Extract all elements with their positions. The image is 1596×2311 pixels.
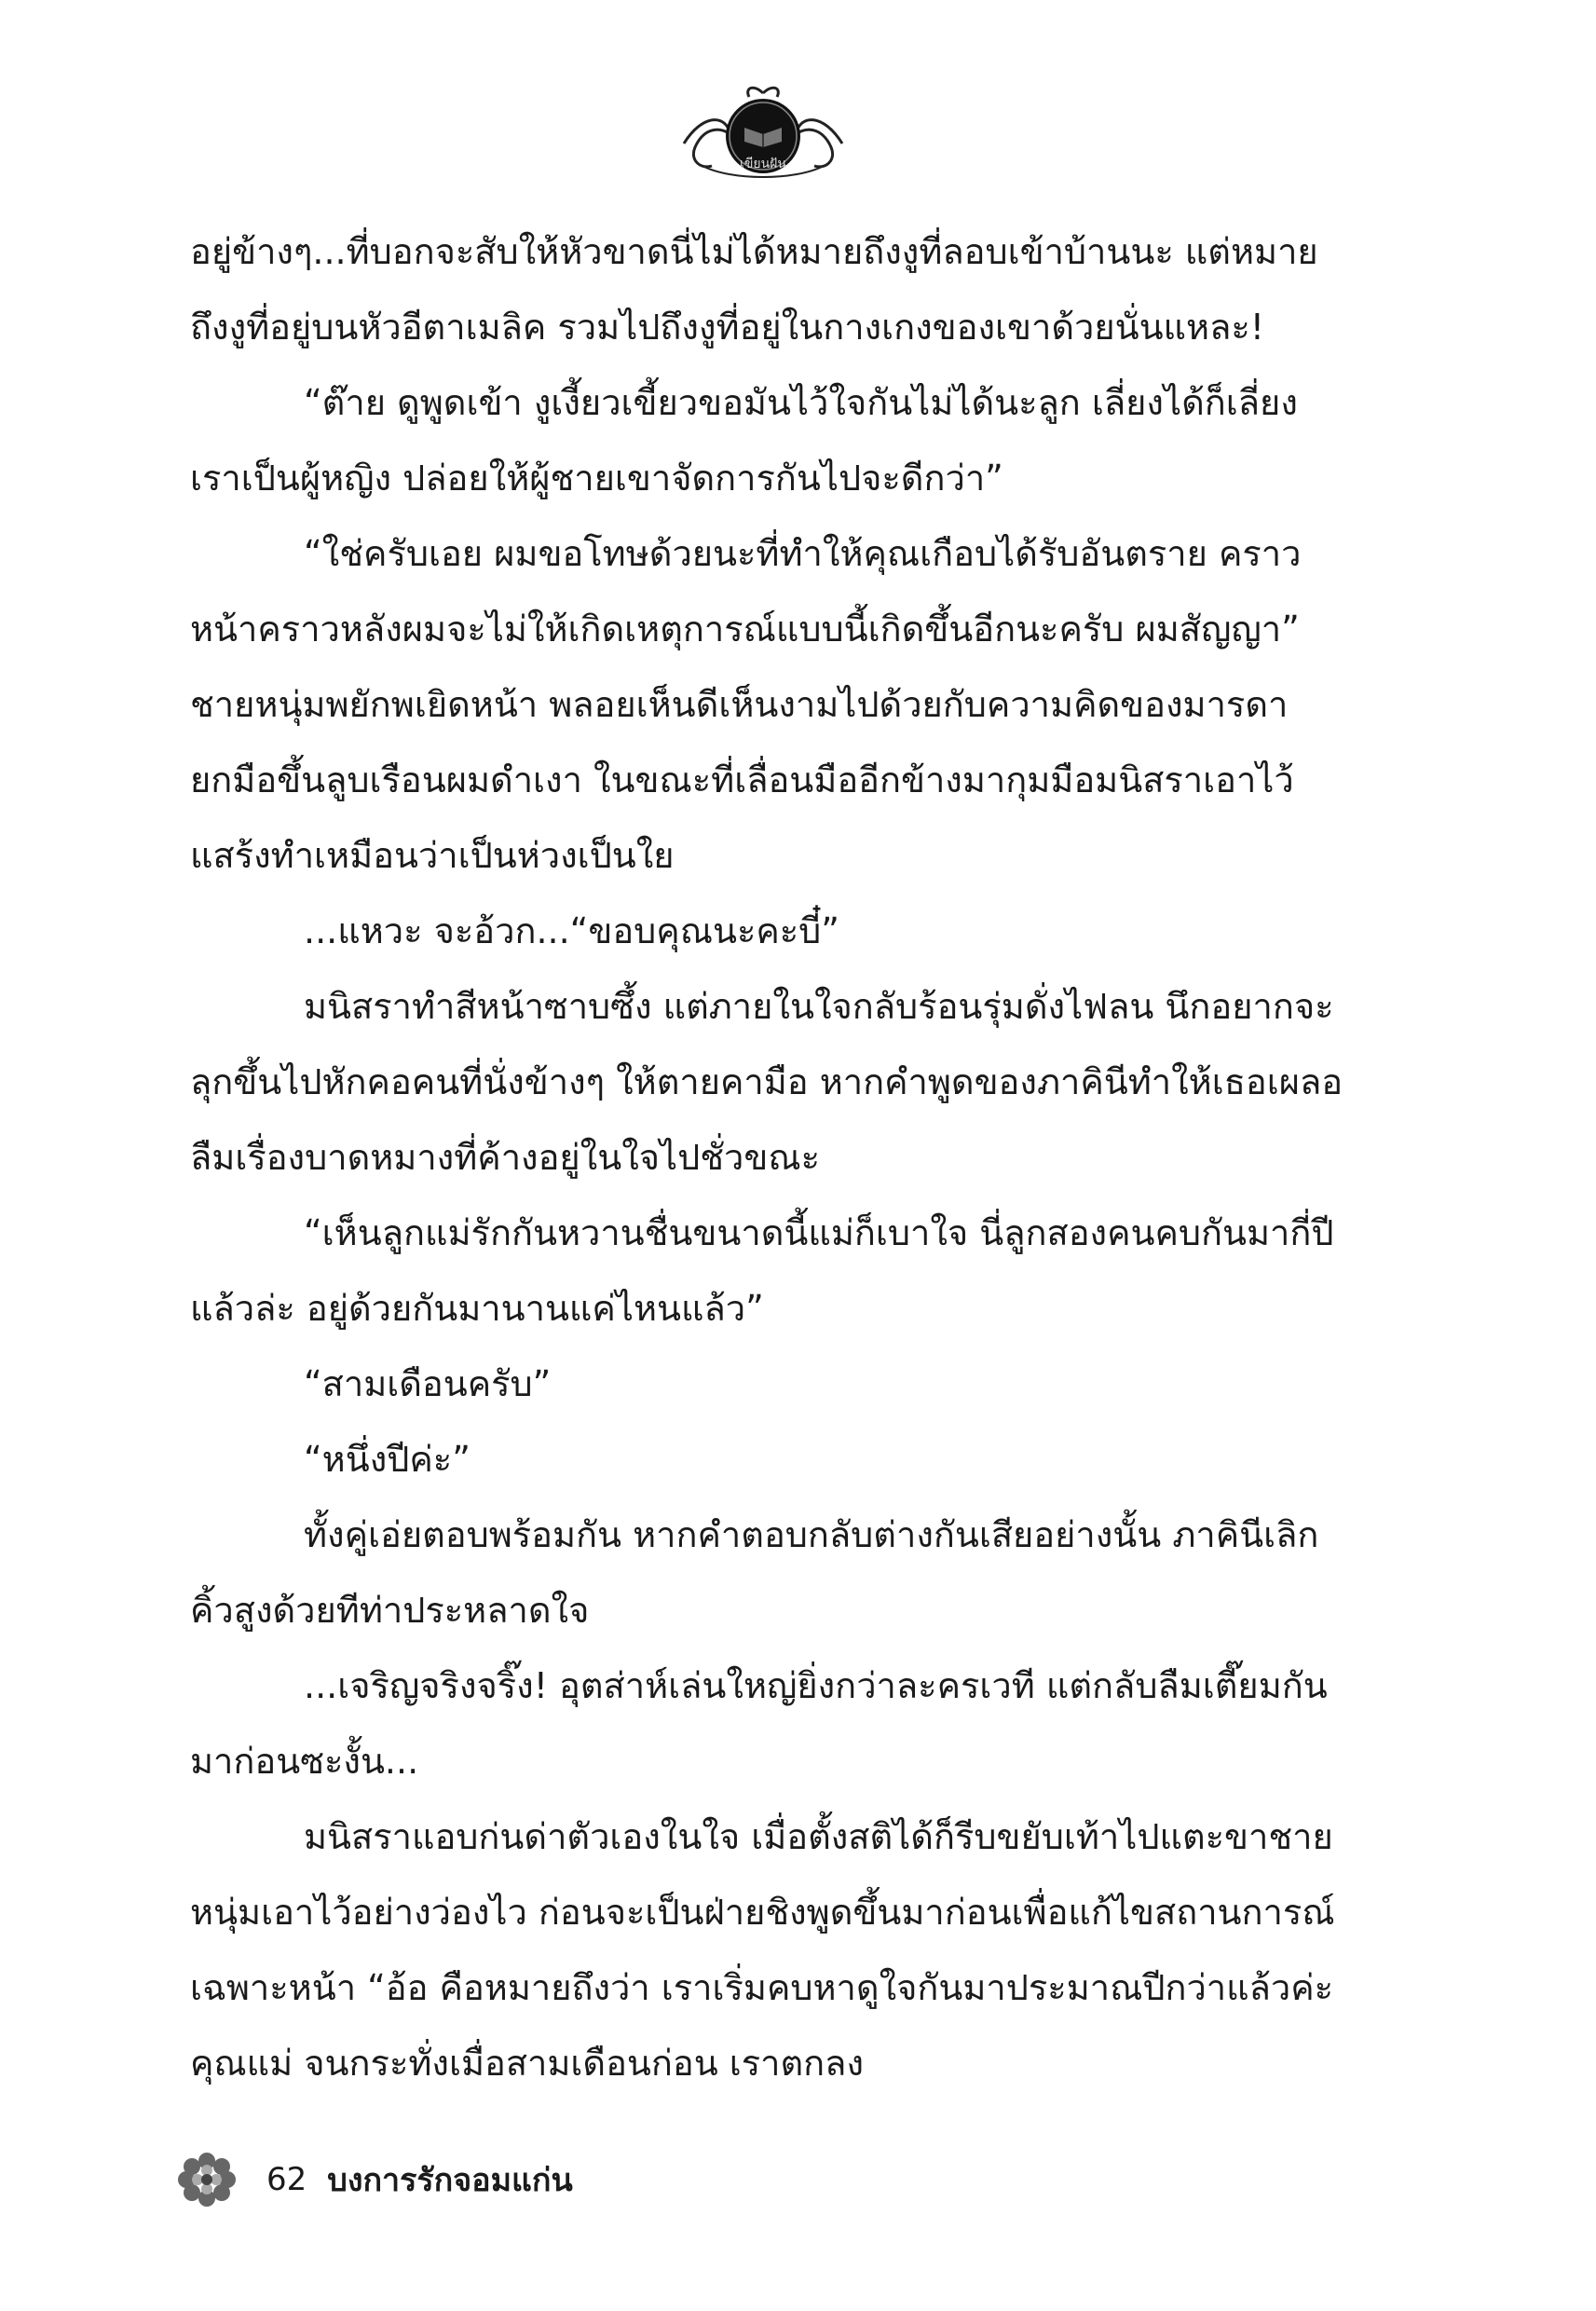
paragraph: “เห็นลูกแม่รักกันหวานชื่นขนาดนี้แม่ก็เบาใจ นี่ลูกสองคนคบกันมากี่ปีแล้วล่ะ อยู่ด้วยกันมานานแค่ไหนแล้ว” <box>190 1212 1334 1329</box>
paragraph: ...แหวะ จะอ้วก...“ขอบคุณนะคะบี๋” <box>304 910 839 951</box>
paragraph: “ต๊าย ดูพูดเข้า งูเงี้ยวเขี้ยวขอมันไว้ใจกันไม่ได้นะลูก เลี่ยงได้ก็เลี่ยง เราเป็นผู้หญิง ปล่อยให้ผู้ชายเขาจัดการกันไปจะดีกว่า” <box>190 382 1298 499</box>
page-footer <box>175 2147 573 2212</box>
paragraph: “ใช่ครับเอย ผมขอโทษด้วยนะที่ทำให้คุณเกือบได้รับอันตราย คราวหน้าคราวหลังผมจะไม่ให้เกิดเหตุการณ์แบบนี้เกิดขึ้นอีกนะครับ ผมสัญญา” ชายหนุ่มพยักพเยิดหน้า พลอยเห็นดีเห็นงามไปด้วยกับความคิดของมารดา ยกมือขึ้นลูบเรือนผมดำเงา ในขณะที่เลื่อนมืออีกข้างมากุมมือมนิสราเอาไว้ แสร้งทำเหมือนว่าเป็นห่วงเป็นใย <box>190 533 1302 876</box>
crest-emblem-icon <box>675 76 852 188</box>
paragraph: อยู่ข้างๆ...ที่บอกจะสับให้หัวขาดนี่ไม่ได้หมายถึงงูที่ลอบเข้าบ้านนะ แต่หมายถึงงูที่อยู่บนหัวอีตาเมลิค รวมไปถึงงูที่อยู่ในกางเกงของเขาด้วยนั่นแหละ! <box>190 231 1318 348</box>
book-title: บงการรักจอมแก่น <box>327 2162 573 2199</box>
body-text <box>190 214 1347 2101</box>
paragraph: ทั้งคู่เอ่ยตอบพร้อมกัน หากคำตอบกลับต่างกันเสียอย่างนั้น ภาคินีเลิกคิ้วสูงด้วยทีท่าประหลาดใจ <box>190 1514 1319 1631</box>
page-number: 62 <box>266 2161 307 2198</box>
flower-ornament-icon <box>175 2148 239 2211</box>
paragraph: มนิสราทำสีหน้าซาบซึ้ง แต่ภายในใจกลับร้อนรุ่มดั่งไฟลน นึกอยากจะลุกขึ้นไปหักคอคนที่นั่งข้างๆ ให้ตายคามือ หากคำพูดของภาคินีทำให้เธอเผลอลืมเรื่องบาดหมางที่ค้างอยู่ในใจไปชั่วขณะ <box>190 986 1344 1178</box>
emblem-label: เขียนฝัน <box>740 157 786 171</box>
paragraph: มนิสราแอบก่นด่าตัวเองในใจ เมื่อตั้งสติได้ก็รีบขยับเท้าไปแตะขาชายหนุ่มเอาไว้อย่างว่องไว ก่อนจะเป็นฝ่ายชิงพูดขึ้นมาก่อนเพื่อแก้ไขสถานการณ์เฉพาะหน้า “อ้อ คือหมายถึงว่า เราเริ่มคบหาดูใจกันมาประมาณปีกว่าแล้วค่ะคุณแม่ จนกระทั่งเมื่อสามเดือนก่อน เราตกลง <box>190 1816 1335 2084</box>
paragraph: ...เจริญจริงจริ๊ง! อุตส่าห์เล่นใหญ่ยิ่งกว่าละครเวที แต่กลับลืมเตี๊ยมกันมาก่อนซะงั้น... <box>190 1665 1328 1782</box>
paragraph: “หนึ่งปีค่ะ” <box>304 1439 471 1480</box>
paragraph: “สามเดือนครับ” <box>304 1363 552 1404</box>
